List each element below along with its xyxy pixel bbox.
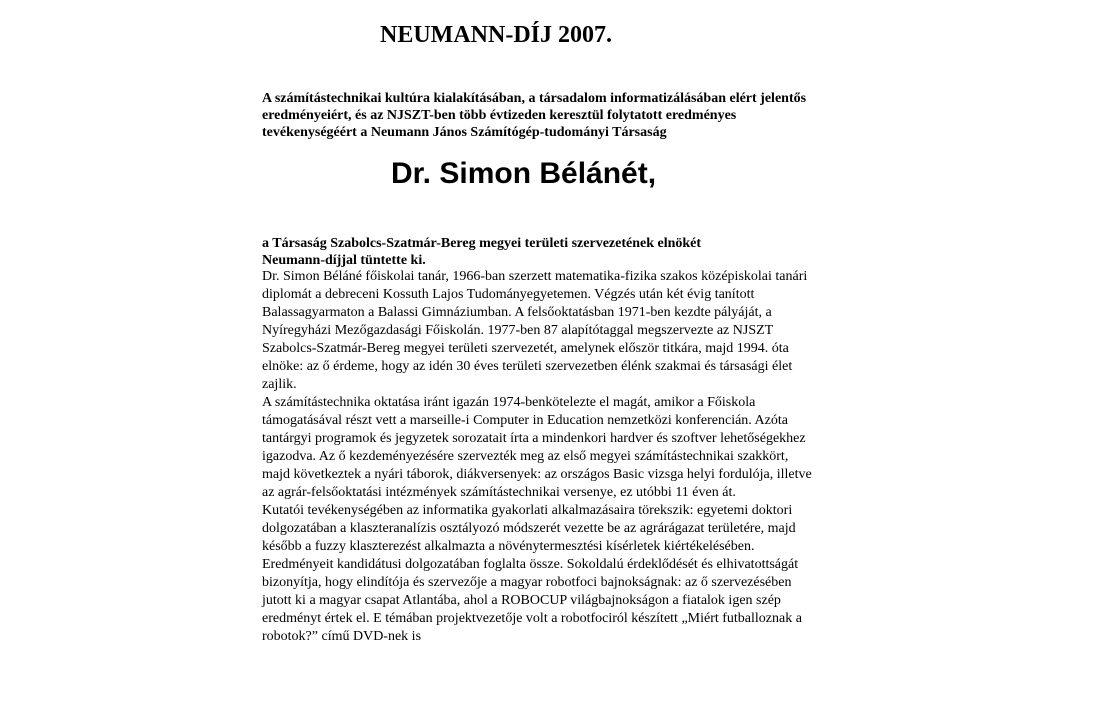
document-title: NEUMANN-DÍJ 2007.	[380, 22, 612, 48]
biography-text	[262, 268, 862, 646]
biography-line: Szabolcs-Szatmár-Bereg megyei területi szervezetét, amelynek először titkára, majd 1994. óta	[262, 341, 789, 356]
biography-line: jutott ki a magyar csapat Atlantába, ahol a ROBOCUP világbajnokságon a fiatalok igen szép	[262, 593, 781, 608]
biography-line: eredményt értek el. E témában projektvezetője volt a robotfociról készített „Miért futballoznak a	[262, 611, 802, 626]
citation-line: tevékenységéért a Neumann János Számítógép-tudományi Társaság	[262, 125, 667, 140]
biography-line: elnöke: az ő érdeme, hogy az idén 30 éves területi szervezetben élénk szakmai és társasági élet	[262, 359, 793, 374]
award-statement	[262, 235, 701, 269]
award-citation	[262, 90, 862, 141]
biography-line: Balassagyarmaton a Balassi Gimnáziumban. A felsőoktatásban 1971-ben kezdte pályáját, a	[262, 305, 772, 320]
biography-line: robotok?” című DVD-nek is	[262, 629, 422, 644]
honoree-name: Dr. Simon Bélánét,	[391, 157, 657, 190]
biography-line: diplomát a debreceni Kossuth Lajos Tudományegyetemen. Végzés után két évig tanított	[262, 287, 755, 302]
biography-line: majd következtek a nyári táborok, diákversenyek: az országos Basic vizsga helyi fordulója, illetve	[262, 467, 812, 482]
citation-line: eredményeiért, és az NJSZT-ben több évtizeden keresztül folytatott eredményes	[262, 108, 737, 123]
biography-line: az agrár-felsőoktatási intézmények számítástechnikai versenye, ez utóbbi 11 éven át.	[262, 485, 736, 500]
citation-line: A számítástechnikai kultúra kialakításában, a társadalom informatizálásában elért jelentős	[262, 91, 807, 106]
biography-line: később a fuzzy klaszterezést alkalmazta a növénytermesztési kísérletek kiértékelésében.	[262, 539, 755, 554]
biography-line: tantárgyi programok és jegyzetek sorozatait írta a mindenkori hardver és szoftver lehetőségekhez	[262, 431, 806, 446]
biography-line: dolgozatában a klaszteranalízis osztályozó módszerét vezette be az agrárágazat területére, majd	[262, 521, 796, 536]
biography-line: bizonyítja, hogy elindítója és szervezője a magyar robotfoci bajnokságnak: az ő szervezésében	[262, 575, 792, 590]
biography-line: Nyíregyházi Mezőgazdasági Főiskolán. 1977-ben 87 alapítótaggal megszervezte az NJSZT	[262, 323, 774, 338]
biography-line: Eredményeit kandidátusi dolgozatában foglalta össze. Sokoldalú érdeklődését és elhivatottságát	[262, 557, 799, 572]
biography-line: Kutatói tevékenységében az informatika gyakorlati alkalmazásaira törekszik: egyetemi doktori	[262, 503, 793, 518]
award-line: Neumann-díjjal tüntette ki.	[262, 253, 426, 268]
biography-line: igazodva. Az ő kezdeményezésére szervezték meg az első megyei számítástechnikai szakkört,	[262, 449, 789, 464]
biography-line: A számítástechnika oktatása iránt igazán 1974-benkötelezte el magát, amikor a Főiskola	[262, 395, 756, 410]
biography-line: Dr. Simon Béláné főiskolai tanár, 1966-ban szerzett matematika-fizika szakos középiskolai tanári	[262, 269, 808, 284]
biography-line: zajlik.	[262, 377, 297, 392]
award-line: a Társaság Szabolcs-Szatmár-Bereg megyei területi szervezetének elnökét	[262, 236, 702, 251]
biography-line: támogatásával részt vett a marseille-i Computer in Education nemzetközi konferencián. Azóta	[262, 413, 788, 428]
